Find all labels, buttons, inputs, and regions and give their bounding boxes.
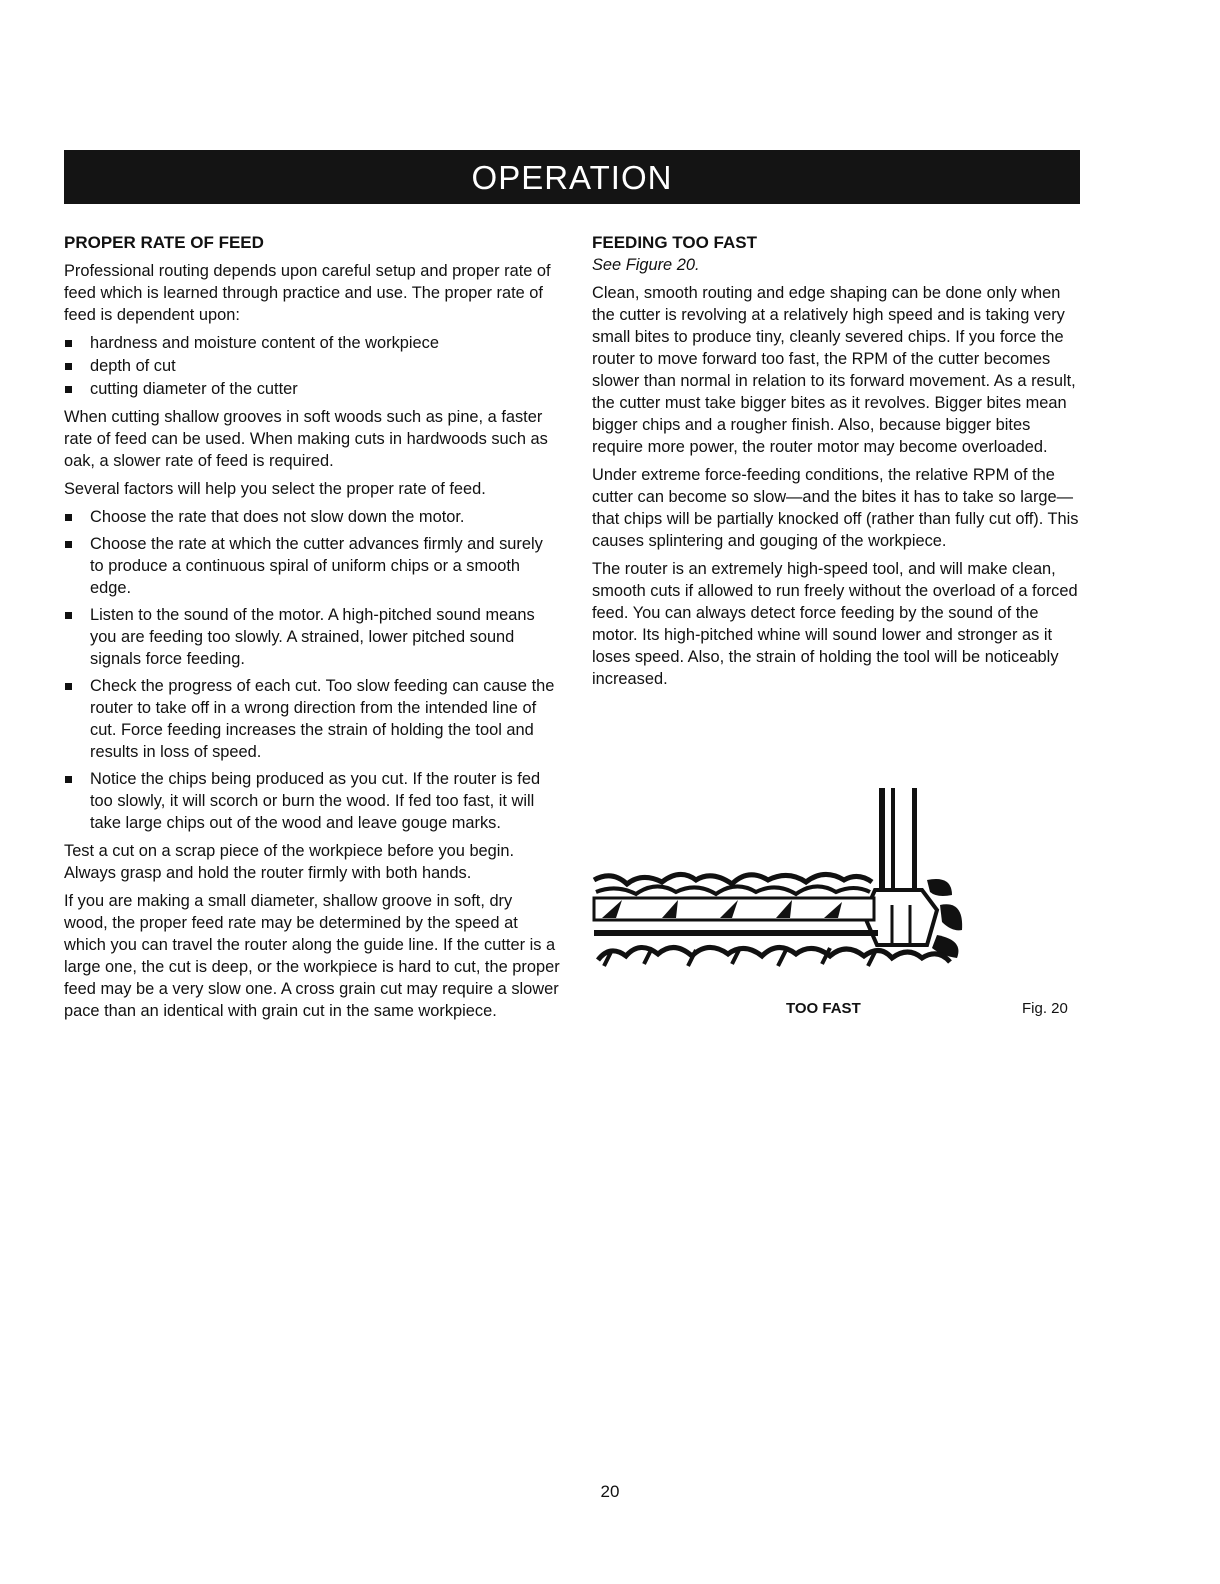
square-bullet-icon: [65, 514, 72, 521]
wood-grain-line: [594, 874, 872, 884]
square-bullet-icon: [65, 386, 72, 393]
wood-chip: [927, 879, 952, 896]
too-fast-paragraph-3: The router is an extremely high-speed tool, and will make clean, smooth cuts if allowed to run freely without the overload of a forced feed. You can always detect force feeding by the sound of the motor. Its high-pitched whine will sound lower and stronger as it loses speed. Also, the strain of holding the tool will be noticeably increased.: [592, 560, 1078, 688]
square-bullet-icon: [65, 776, 72, 783]
too-fast-paragraph-1: Clean, smooth routing and edge shaping can be done only when the cutter is revolving at a relatively high speed and is taking very small bites to produce tiny, cleanly severed chips. If you force the router to move forward too fast, the RPM of the cutter becomes slower than normal in relation to its forward movement. As a result, the cutter must take bigger bites as it revolves. Bigger bites mean bigger chips and a rougher finish. Also, because bigger bites require more power, the router motor may become overloaded.: [592, 284, 1076, 456]
page-number: 20: [600, 1482, 620, 1501]
square-bullet-icon: [65, 683, 72, 690]
heading-proper-rate-of-feed: PROPER RATE OF FEED: [64, 233, 264, 252]
intro-paragraph: Professional routing depends upon careful setup and proper rate of feed which is learned through practice and use. The proper rate of feed is dependent upon:: [64, 262, 551, 324]
figure-label: Fig. 20: [1022, 1000, 1068, 1017]
router-bit-cutting-illustration: [592, 780, 1084, 980]
list-item: cutting diameter of the cutter: [64, 378, 560, 400]
tips-list: [64, 506, 560, 834]
square-bullet-icon: [65, 363, 72, 370]
square-bullet-icon: [65, 612, 72, 619]
right-column: [592, 232, 1084, 696]
list-item: Notice the chips being produced as you cut. If the router is fed too slowly, it will scorch or burn the wood. If fed too fast, it will take large chips out of the wood and leave gouge marks.: [64, 768, 560, 834]
figure-20-illustration: [592, 780, 1084, 980]
woods-paragraph: When cutting shallow grooves in soft woods such as pine, a faster rate of feed can be used. When making cuts in hardwoods such as oak, a slower rate of feed is required.: [64, 408, 548, 470]
heading-feeding-too-fast: FEEDING TOO FAST: [592, 233, 757, 252]
figure-reference: See Figure 20.: [592, 256, 700, 274]
wood-grain-line: [596, 886, 870, 894]
small-diameter-paragraph: If you are making a small diameter, shallow groove in soft, dry wood, the proper feed rate may be determined by the speed at which you can travel the router along the guide line. If the cutter is a large one, the cut is deep, or the workpiece is hard to cut, the proper feed may be a very slow one. A cross grain cut may require a slower pace than an identical with grain cut in the same workpiece.: [64, 892, 560, 1020]
square-bullet-icon: [65, 340, 72, 347]
section-title: OPERATION: [471, 159, 673, 196]
test-cut-paragraph: Test a cut on a scrap piece of the workpiece before you begin. Always grasp and hold the router firmly with both hands.: [64, 842, 515, 882]
wood-chip: [940, 904, 962, 930]
list-item: Choose the rate that does not slow down the motor.: [64, 506, 560, 528]
workpiece-edge: [594, 930, 878, 936]
factors-paragraph: Several factors will help you select the proper rate of feed.: [64, 480, 486, 498]
left-column: [64, 232, 560, 1028]
section-banner: [64, 150, 1080, 204]
list-item: Check the progress of each cut. Too slow feeding can cause the router to take off in a wrong direction from the intended line of cut. Force feeding increases the strain of holding the tool and results in loss of speed.: [64, 675, 560, 763]
too-fast-paragraph-2: Under extreme force-feeding conditions, the relative RPM of the cutter can become so slow—and the bites it has to take so large—that chips will be partially knocked off (rather than fully cut off). This causes splintering and gouging of the workpiece.: [592, 466, 1079, 550]
factor-list: [64, 332, 560, 400]
list-item: depth of cut: [64, 355, 560, 377]
square-bullet-icon: [65, 541, 72, 548]
list-item: Choose the rate at which the cutter advances firmly and surely to produce a continuous spiral of uniform chips or a smooth edge.: [64, 533, 560, 599]
figure-caption: TOO FAST: [786, 1000, 861, 1017]
list-item: Listen to the sound of the motor. A high-pitched sound means you are feeding too slowly. A strained, lower pitched sound signals force feeding.: [64, 604, 560, 670]
list-item: hardness and moisture content of the workpiece: [64, 332, 560, 354]
